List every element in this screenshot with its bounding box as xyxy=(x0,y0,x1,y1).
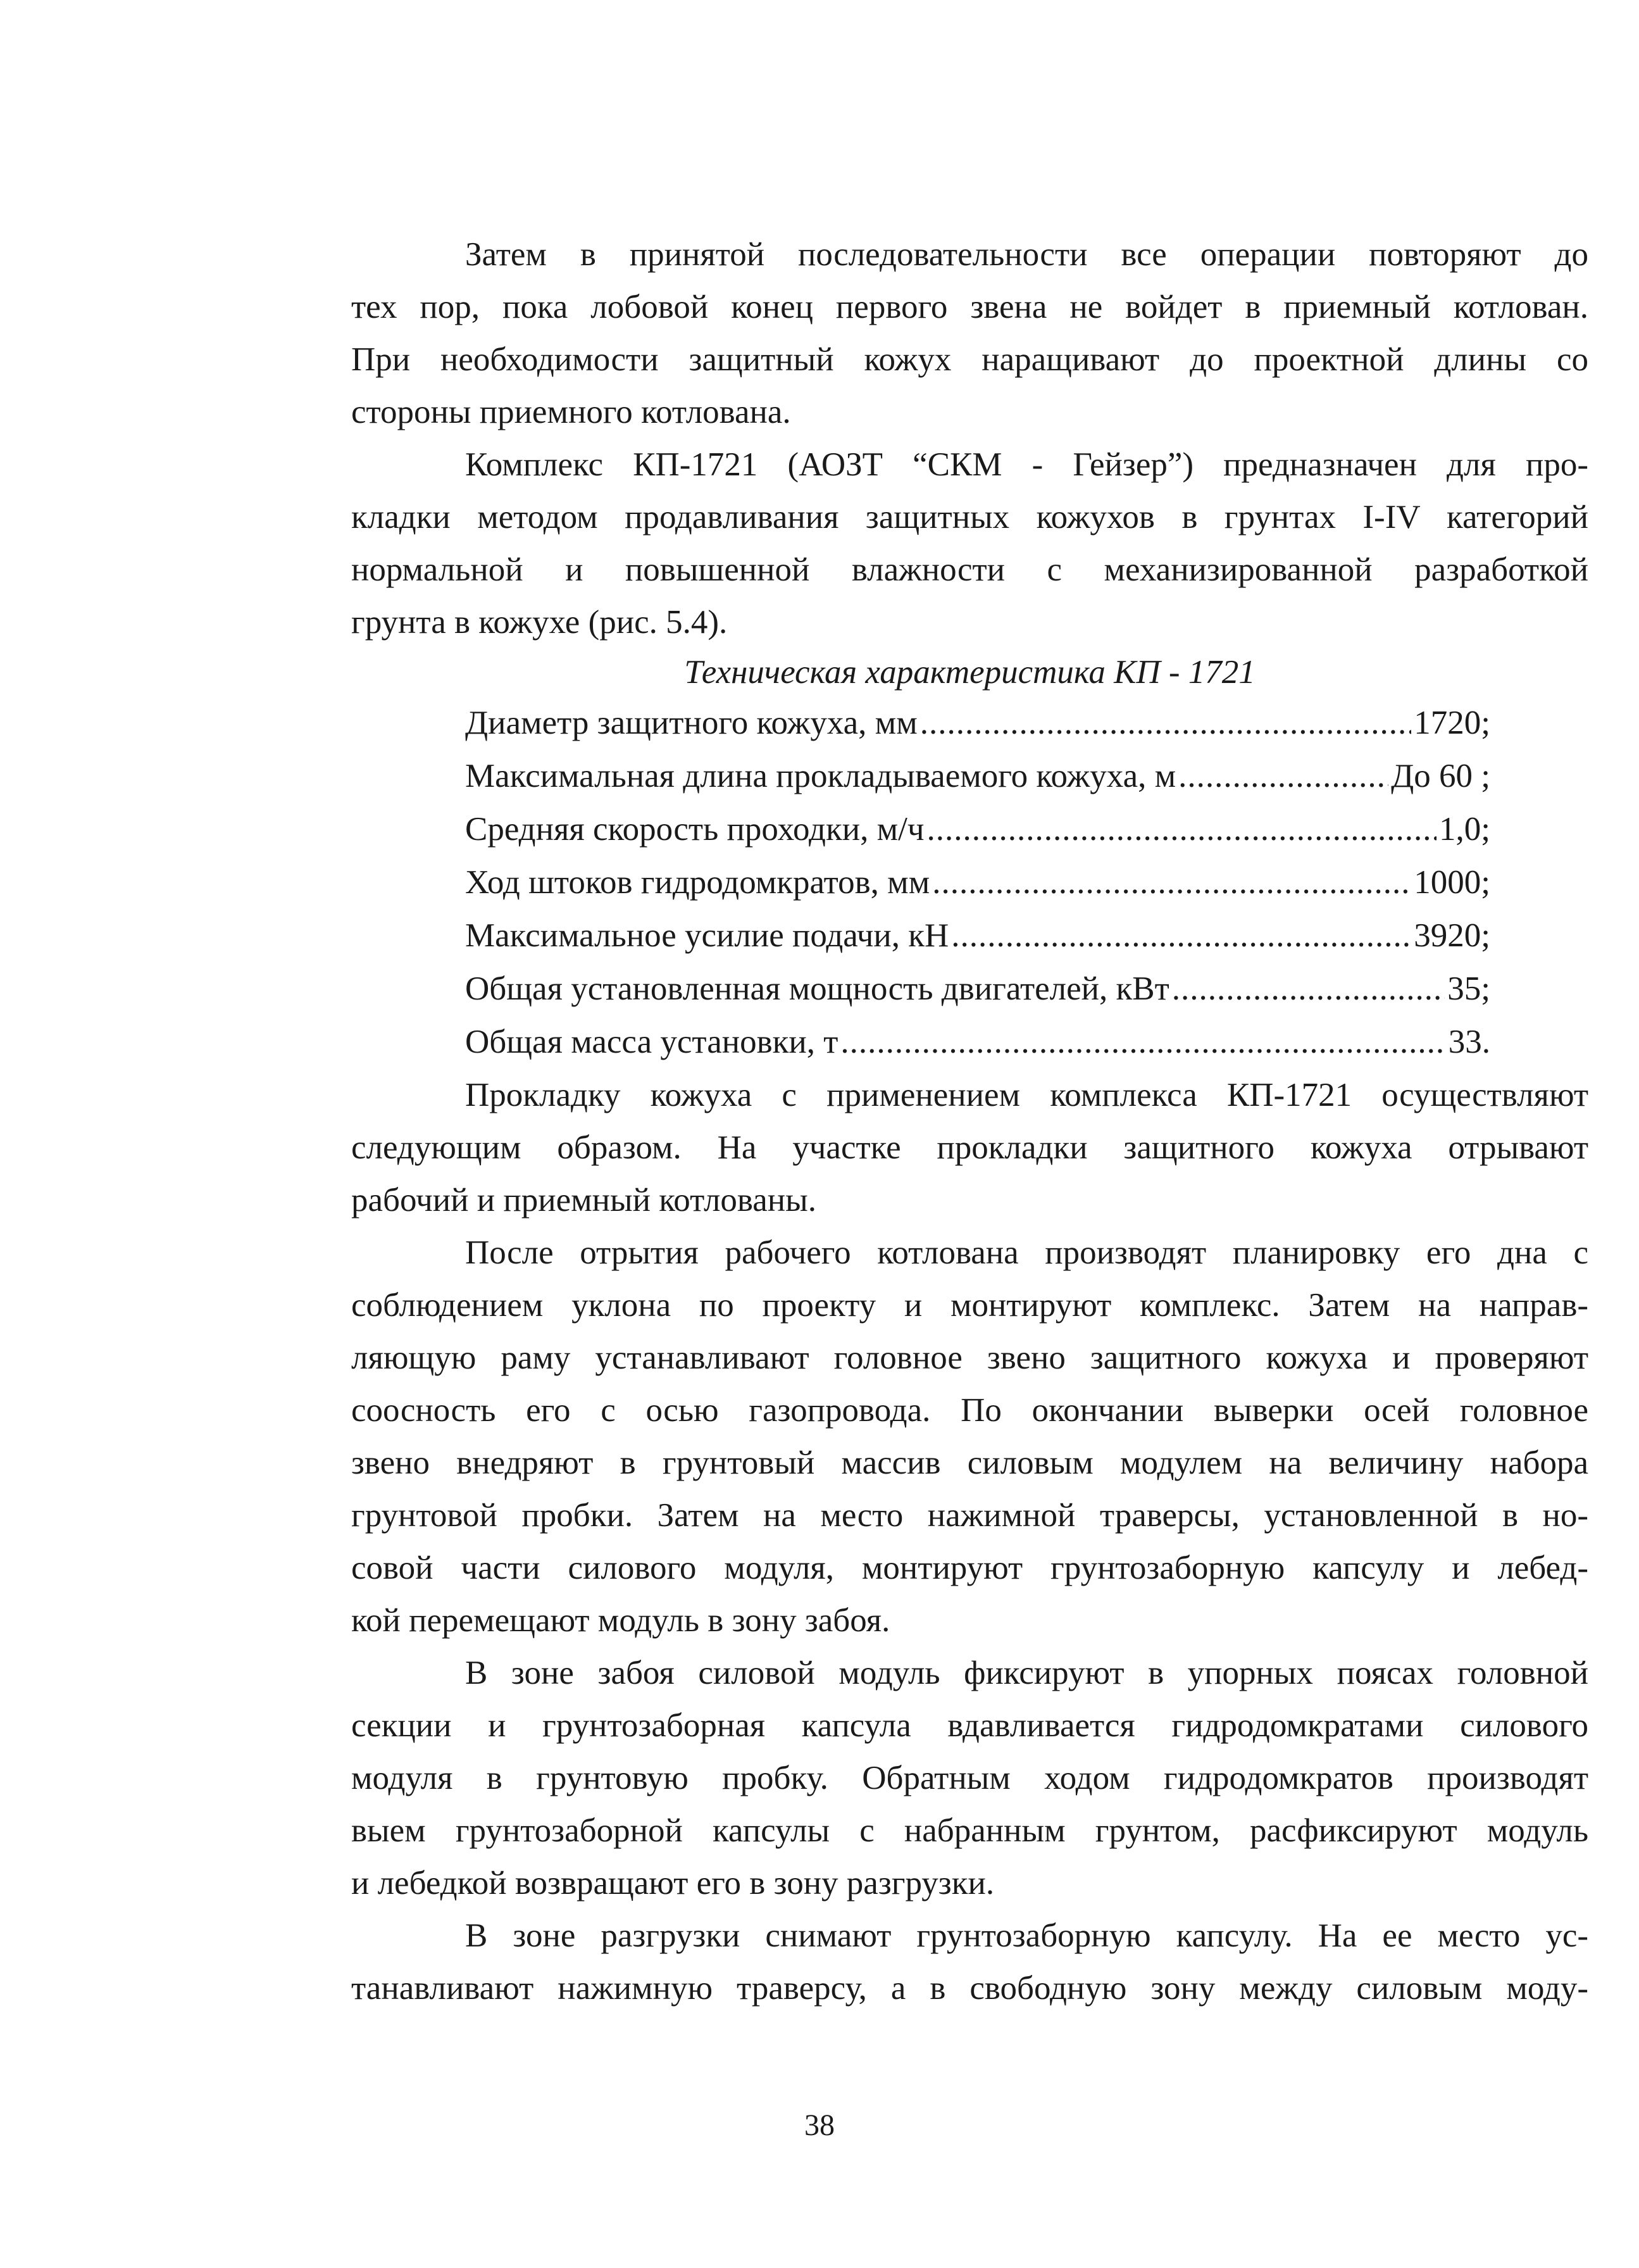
paragraph-4-line-3: ляющую раму устанавливают головное звено защитного кожуха и проверяют xyxy=(351,1339,1588,1376)
spec-row xyxy=(465,810,1490,848)
spec-label: Ход штоков гидродомкратов, мм xyxy=(465,864,930,901)
paragraph-4-line-5: звено внедряют в грунтовый массив силовым модулем на величину набора xyxy=(351,1444,1588,1481)
page-number: 38 xyxy=(804,2108,835,2142)
paragraph-4-line-4: соосность его с осью газопровода. По окончании выверки осей головное xyxy=(351,1392,1588,1429)
paragraph-4-line-1: После отрытия рабочего котлована производят планировку его дна с xyxy=(465,1234,1588,1271)
paragraph-1-line-3: При необходимости защитный кожух наращивают до проектной длины со xyxy=(351,341,1588,378)
paragraph-3-line-1: Прокладку кожуха с применением комплекса КП-1721 осуществляют xyxy=(465,1077,1588,1113)
spec-value: 33. xyxy=(1448,1024,1490,1060)
spec-value: 1,0; xyxy=(1439,811,1490,848)
paragraph-4-line-2: соблюдением уклона по проекту и монтируют комплекс. Затем на направ- xyxy=(351,1287,1588,1324)
paragraph-2-line-3: нормальной и повышенной влажности с механизированной разработкой xyxy=(351,551,1588,588)
paragraph-5-line-3: модуля в грунтовую пробку. Обратным ходом гидродомкратов производят xyxy=(351,1760,1588,1796)
paragraph-4-line-8: кой перемещают модуль в зону забоя. xyxy=(351,1602,890,1639)
paragraph-1-line-4: стороны приемного котлована. xyxy=(351,394,791,430)
spec-row xyxy=(465,970,1490,1008)
spec-value: 1000; xyxy=(1414,864,1490,901)
spec-value: 3920; xyxy=(1414,917,1490,954)
paragraph-2-line-1: Комплекс КП-1721 (АОЗТ “СКМ - Гейзер”) предназначен для про- xyxy=(465,446,1588,483)
leader-dots xyxy=(951,917,1411,955)
spec-row xyxy=(465,917,1490,955)
spec-label: Средняя скорость проходки, м/ч xyxy=(465,811,925,848)
leader-dots xyxy=(1172,970,1445,1008)
paragraph-2-line-2: кладки методом продавливания защитных кожухов в грунтах I-IV категорий xyxy=(351,499,1588,536)
paragraph-1-line-2: тех пор, пока лобовой конец первого звена не войдет в приемный котлован. xyxy=(351,289,1588,325)
leader-dots xyxy=(1178,757,1388,795)
spec-label: Диаметр защитного кожуха, мм xyxy=(465,705,918,741)
spec-row xyxy=(465,757,1490,795)
paragraph-4-line-7: совой части силового модуля, монтируют грунтозаборную капсулу и лебед- xyxy=(351,1550,1588,1586)
spec-row xyxy=(465,1023,1490,1061)
spec-heading: Техническая характеристика КП - 1721 xyxy=(684,654,1256,691)
spec-label: Максимальное усилие подачи, кН xyxy=(465,917,949,954)
spec-row xyxy=(465,704,1490,742)
spec-value: 1720; xyxy=(1414,705,1490,741)
paragraph-6-line-2: танавливают нажимную траверсу, а в свободную зону между силовым моду- xyxy=(351,1970,1588,2007)
leader-dots xyxy=(932,863,1411,901)
leader-dots xyxy=(927,810,1437,848)
paragraph-4-line-6: грунтовой пробки. Затем на место нажимной траверсы, установленной в но- xyxy=(351,1497,1588,1534)
spec-label: Максимальная длина прокладываемого кожуха, м xyxy=(465,758,1176,794)
paragraph-1-line-1: Затем в принятой последовательности все операции повторяют до xyxy=(465,236,1588,273)
spec-value: До 60 ; xyxy=(1391,758,1490,794)
paragraph-5-line-5: и лебедкой возвращают его в зону разгрузки. xyxy=(351,1865,995,1901)
paragraph-3-line-2: следующим образом. На участке прокладки защитного кожуха отрывают xyxy=(351,1129,1588,1166)
paragraph-5-line-2: секции и грунтозаборная капсула вдавливается гидродомкратами силового xyxy=(351,1707,1588,1744)
leader-dots xyxy=(920,704,1412,742)
leader-dots xyxy=(840,1023,1445,1061)
spec-value: 35; xyxy=(1447,970,1490,1007)
paragraph-5-line-1: В зоне забоя силовой модуль фиксируют в упорных поясах головной xyxy=(465,1655,1588,1691)
paragraph-3-line-3: рабочий и приемный котлованы. xyxy=(351,1182,816,1219)
paragraph-5-line-4: выем грунтозаборной капсулы с набранным грунтом, расфиксируют модуль xyxy=(351,1812,1588,1849)
spec-row xyxy=(465,863,1490,901)
paragraph-6-line-1: В зоне разгрузки снимают грунтозаборную капсулу. На ее место ус- xyxy=(465,1917,1588,1954)
spec-label: Общая масса установки, т xyxy=(465,1024,838,1060)
spec-label: Общая установленная мощность двигателей, кВт xyxy=(465,970,1169,1007)
paragraph-2-line-4: грунта в кожухе (рис. 5.4). xyxy=(351,604,728,641)
